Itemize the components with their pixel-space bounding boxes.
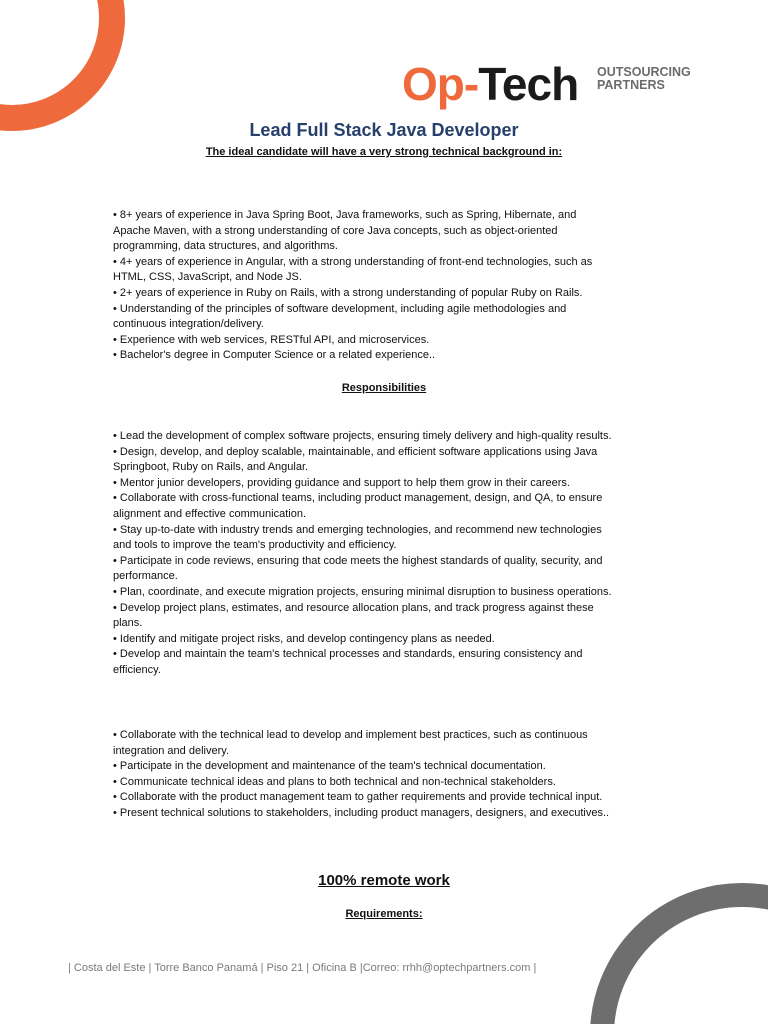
logo-wordmark [402, 58, 578, 110]
list-item: • Collaborate with cross-functional teams, including product management, design, and QA, to ensure alignment and effective communication. [113, 492, 603, 520]
list-item: • Mentor junior developers, providing guidance and support to help them grow in their careers. [113, 476, 570, 489]
list-item: • Stay up-to-date with industry trends and emerging technologies, and recommend new technologies and tools to improve the team's productivity and efficiency. [113, 523, 602, 552]
footer-address: | Costa del Este | Torre Banco Panamá | Piso 21 | Oficina B |Correo: rrhh@optechpartners.com | [68, 962, 537, 974]
responsibilities-list [113, 429, 613, 679]
collaboration-list [113, 728, 613, 822]
list-item: • Lead the development of complex software projects, ensuring timely delivery and high-quality results. [113, 430, 612, 442]
list-item: • Collaborate with the product management team to gather requirements and provide technical input. [113, 791, 603, 804]
list-item: • 2+ years of experience in Ruby on Rails, with a strong understanding of popular Ruby on Rails. [113, 286, 583, 299]
list-item: • Design, develop, and deploy scalable, maintainable, and efficient software applications using Java Springboot, Ruby on Rails, and Angular. [113, 445, 598, 474]
orange-arc [0, 0, 112, 118]
logo-op-text: Op [402, 58, 464, 110]
list-item: • Identify and mitigate project risks, and develop contingency plans as needed. [113, 632, 495, 645]
list-item: • Experience with web services, RESTful API, and microservices. [113, 333, 430, 346]
logo-tech-text: Tech [478, 58, 579, 110]
requirements-heading: Requirements: [345, 908, 423, 920]
list-item: • Develop project plans, estimates, and resource allocation plans, and track progress against these plans. [113, 601, 594, 630]
intro-heading: The ideal candidate will have a very strong technical background in: [205, 146, 563, 158]
list-item: • Understanding of the principles of software development, including agile methodologies and continuous integration/delivery. [113, 302, 567, 331]
list-item: • Participate in code reviews, ensuring that code meets the highest standards of quality, security, and performance. [113, 554, 603, 583]
logo-dash: - [463, 58, 479, 110]
list-item: • Communicate technical ideas and plans to both technical and non-technical stakeholders. [113, 775, 556, 788]
list-item: • Collaborate with the technical lead to develop and implement best practices, such as continuous integration and delivery. [113, 729, 588, 757]
list-item: • Develop and maintain the team's technical processes and standards, ensuring consistency and efficiency. [113, 648, 583, 676]
list-item: • Bachelor's degree in Computer Science or a related experience.. [113, 349, 436, 362]
list-item: • Plan, coordinate, and execute migration projects, ensuring minimal disruption to business operations. [113, 585, 612, 598]
list-item: • Present technical solutions to stakeholders, including product managers, designers, and executives.. [113, 806, 610, 819]
logo-tagline-line2: PARTNERS [597, 78, 665, 92]
responsibilities-heading: Responsibilities [341, 382, 427, 394]
list-item: • 4+ years of experience in Angular, with a strong understanding of front-end technologies, such as HTML, CSS, JavaScript, and Node JS. [113, 255, 593, 284]
list-item: • Participate in the development and maintenance of the team's technical documentation. [113, 760, 546, 773]
logo-tagline [597, 66, 691, 92]
remote-work-heading: 100% remote work [318, 872, 450, 889]
background-list [113, 208, 613, 364]
document-title: Lead Full Stack Java Developer [249, 120, 519, 140]
list-item: • 8+ years of experience in Java Spring Boot, Java frameworks, such as Spring, Hibernate, and Apache Maven, with a strong understanding of core Java concepts, such as object-oriented programming, data structures, and algorithms. [113, 209, 577, 253]
logo-tagline-line1: OUTSOURCING [597, 65, 691, 79]
